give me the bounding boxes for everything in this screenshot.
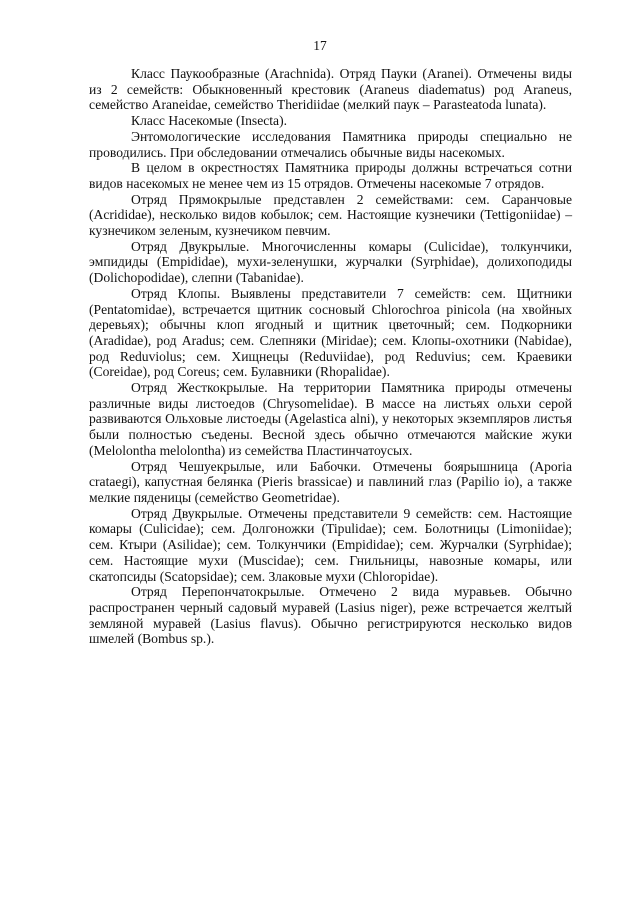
paragraph-insecta-class: Класс Насекомые (Insecta). <box>131 113 287 129</box>
paragraph-lepidoptera: Отряд Чешуекрылые, или Бабочки. Отмечены боярышница (Aporia crataegi), капустная белянка (Pieris brassicae) и павлиний глаз (Papilio io), а также мелкие пяденицы (семейство Geometridae). <box>89 458 572 505</box>
paragraph-hemiptera: Отряд Клопы. Выявлены представители 7 семейств: сем. Щитники (Pentatomidae), встречается щитник сосновый Chlorochroa pinicola (на хвойных деревьях); обычны клоп ягодный и щитник цветочный; сем. Подкорники (Aradidae), род Aradus; сем. Слепняки (Miridae); сем. Клопы-охотники (Nabidae), род Reduviolus; сем. Хищнецы (Reduviidae), род Reduvius; сем. Краевики (Coreidae), род Coreus; сем. Булавники (Rhopalidae). <box>89 285 572 380</box>
paragraph-entomology-note: Энтомологические исследования Памятника природы специально не проводились. При обследовании отмечались обычные виды насекомых. <box>89 128 572 160</box>
page-number: 17 <box>313 38 327 53</box>
paragraph-insect-orders: В целом в окрестностях Памятника природы должны встречаться сотни видов насекомых не менее чем из 15 отрядов. Отмечены насекомые 7 отрядов. <box>89 160 572 191</box>
paragraph-diptera-families: Отряд Двукрылые. Отмечены представители 9 семейств: сем. Настоящие комары (Culicidae); сем. Долгоножки (Tipulidae); сем. Болотницы (Limoniidae); сем. Ктыри (Asilidae); сем. Толкунчики (Empididae); сем. Журчалки (Syrphidae); сем. Настоящие мухи (Muscidae); сем. Гнильницы, навозные комары, или скатопсиды (Scatopsidae); сем. Злаковые мухи (Chloropidae). <box>89 505 572 584</box>
paragraph-orthoptera: Отряд Прямокрылые представлен 2 семействами: сем. Саранчовые (Acrididae), несколько видов кобылок; сем. Настоящие кузнечики (Tettigoniidae) – кузнечиком зеленым, кузнечиком певчим. <box>89 191 572 239</box>
paragraph-arachnida: Класс Паукообразные (Arachnida). Отряд Пауки (Aranei). Отмечены виды из 2 семейств: Обыкновенный крестовик (Araneus diadematus) род Araneus, семейство Araneidae, семейство Theridiidae (мелкий паук – Parasteatoda lunata). <box>89 66 572 113</box>
paragraph-coleoptera: Отряд Жесткокрылые. На территории Памятника природы отмечены различные виды листоедов (Chrysomelidae). В массе на листьях ольхи серой развиваются Ольховые листоеды (Agelastica alni), у некоторых экземпляров листья были полностью съедены. Весной здесь обычно отмечаются майские жуки (Melolontha melolontha) из семейства Пластинчатоусых. <box>89 380 572 458</box>
paragraph-hymenoptera: Отряд Перепончатокрылые. Отмечено 2 вида муравьев. Обычно распространен черный садовый муравей (Lasius niger), реже встречается желтый земляной муравей (Lasius flavus). Обычно регистрируются несколько видов шмелей (Bombus sp.). <box>89 584 572 647</box>
body-text <box>89 66 572 647</box>
paragraph-diptera-overview: Отряд Двукрылые. Многочисленны комары (Culicidae), толкунчики, эмпидиды (Empididae), мухи-зеленушки, журчалки (Syrphidae), долихоподиды (Dolichopodidae), слепни (Tabanidae). <box>89 238 572 286</box>
